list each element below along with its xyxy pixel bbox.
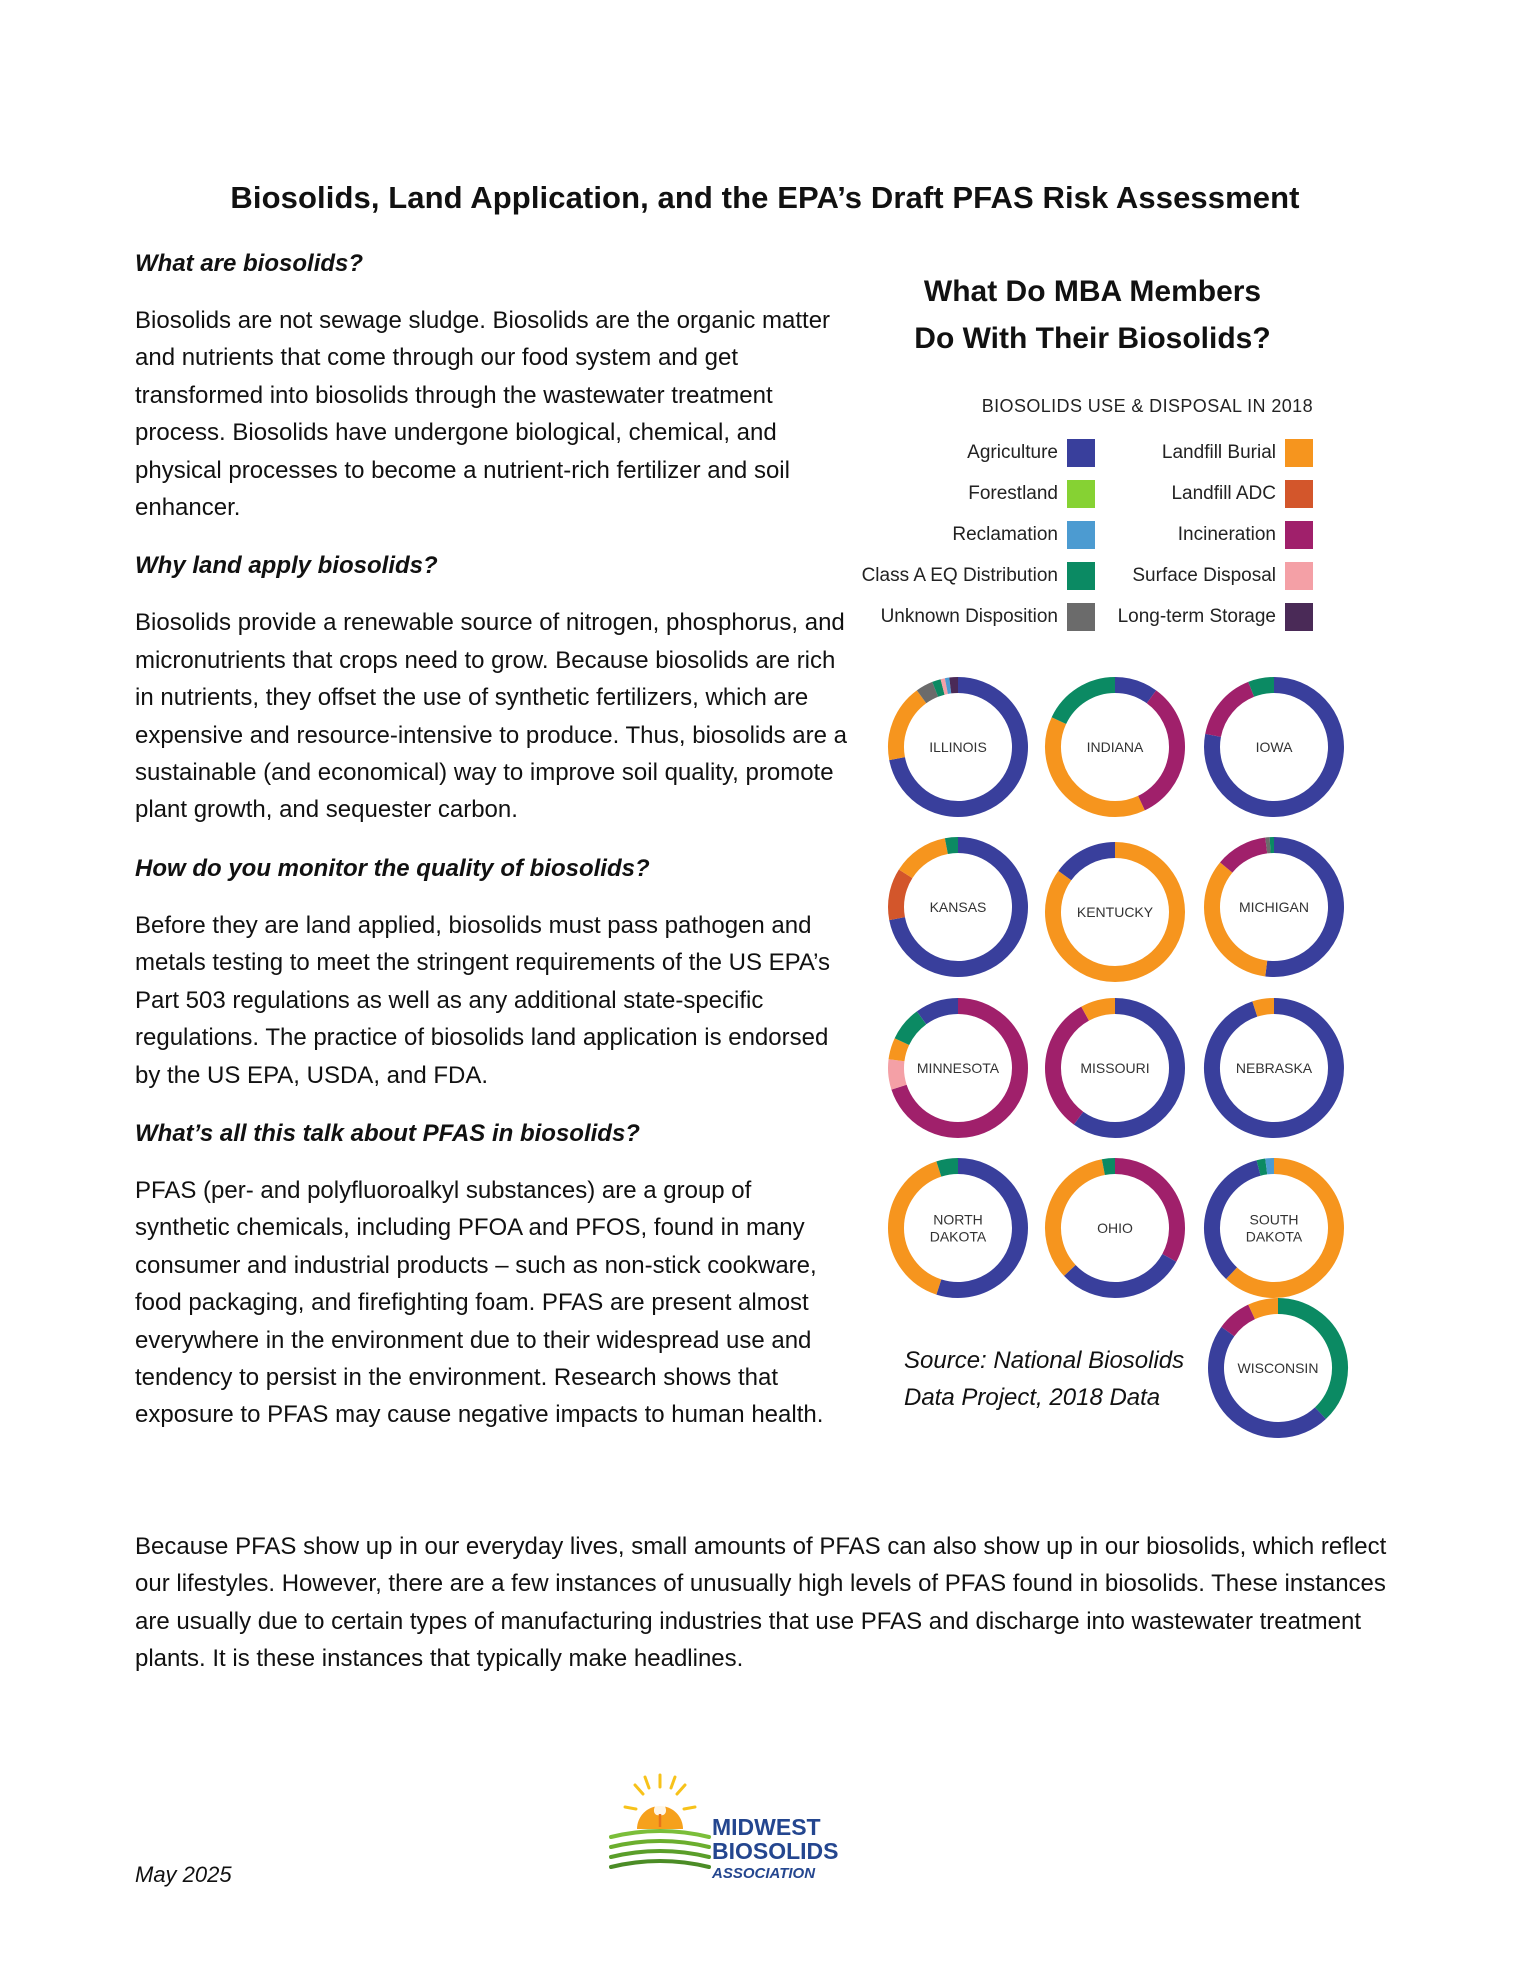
- legend-item: [1063, 473, 1313, 514]
- donut-state-label: SOUTH: [1249, 1211, 1299, 1228]
- donut-state-label: DAKOTA: [1245, 1228, 1303, 1245]
- state-donut: [1216, 1306, 1340, 1430]
- donut-state-label: KENTUCKY: [1076, 904, 1154, 920]
- donut-slice: [899, 1006, 1020, 1130]
- donut-state-label: NEBRASKA: [1235, 1060, 1313, 1076]
- page-title: Biosolids, Land Application, and the EPA’s Draft PFAS Risk Assessment: [230, 180, 1300, 215]
- donut-slice: [1059, 685, 1115, 721]
- donut-state-label: MINNESOTA: [916, 1060, 1000, 1076]
- state-donut: [896, 685, 1020, 809]
- faq-column: [135, 246, 850, 1456]
- legend-label: Reclamation: [952, 523, 1058, 545]
- answer-paragraph: Biosolids provide a renewable source of nitrogen, phosphorus, and micronutrients that crops need to grow. Because biosolids are rich in nutrients, they offset the use of synthetic fertilizers, which are expensive and resource-intensive to produce. Thus, biosolids are a sustainable (and economical) way to improve soil quality, promote plant growth, and sequester carbon.: [135, 609, 847, 824]
- mba-logo: [605, 1767, 845, 1887]
- donut-slice: [1053, 1167, 1103, 1270]
- donut-slice: [935, 687, 942, 689]
- legend-label: Landfill Burial: [1161, 441, 1276, 463]
- chart-title-line: What Do MBA Members: [923, 275, 1262, 308]
- closing-paragraph: Because PFAS show up in our everyday lives, small amounts of PFAS can also show up in our biosolids, which reflect our lifestyles. However, there are a few instances of unusually high levels of PFAS found in biosolids. These instances are usually due to certain types of manufacturing industries that use PFAS and discharge into wastewater treatment plants. It is these instances that typically make headlines.: [135, 1533, 1387, 1673]
- legend-label: Long-term Storage: [1117, 605, 1276, 627]
- legend-left: [845, 432, 1095, 637]
- donut-slice: [1212, 1006, 1336, 1130]
- legend-right: [1063, 432, 1313, 637]
- state-donut: [1053, 850, 1177, 974]
- legend-label: Landfill ADC: [1171, 482, 1276, 504]
- donut-slice: [1213, 689, 1251, 735]
- legend-label: Forestland: [968, 482, 1058, 504]
- legend-item: [1063, 432, 1313, 473]
- legend-item: [845, 473, 1095, 514]
- donut-state-label: MISSOURI: [1080, 1060, 1150, 1076]
- donut-slice: [922, 1006, 958, 1018]
- legend-swatch: [1285, 439, 1313, 467]
- donut-slice: [896, 874, 906, 919]
- donut-slice: [946, 845, 958, 846]
- state-donut: [1212, 1166, 1336, 1290]
- legend-label: Class A EQ Distribution: [861, 564, 1058, 586]
- donut-slice: [1065, 850, 1115, 876]
- state-donut: [896, 1006, 1020, 1130]
- donut-slice: [1278, 1306, 1340, 1413]
- donut-slice: [1232, 1166, 1336, 1290]
- donut-slice: [1255, 1006, 1274, 1009]
- donut-slice: [1079, 1006, 1177, 1130]
- donut-state-label: ILLINOIS: [929, 739, 987, 755]
- donut-slice: [1212, 1168, 1259, 1273]
- legend-swatch: [1285, 480, 1313, 508]
- legend-swatch: [1285, 562, 1313, 590]
- legend-label: Surface Disposal: [1132, 564, 1276, 586]
- legend-item: [845, 432, 1095, 473]
- donut-state-label: IOWA: [1255, 739, 1293, 755]
- donut-slice: [896, 1042, 901, 1061]
- donut-slice: [1053, 850, 1177, 974]
- donut-slice: [1216, 1332, 1320, 1430]
- donut-slice: [897, 845, 1020, 969]
- donut-slice: [1141, 697, 1177, 803]
- logo-line: MIDWEST: [712, 1814, 821, 1840]
- answer-paragraph: Before they are land applied, biosolids must pass pathogen and metals testing to meet the stringent requirements of the US EPA’s Part 503 regulations as well as any additional state-specific regulations. The practice of biosolids land application is endorsed by the US EPA, USDA, and FDA.: [135, 911, 831, 1089]
- legend-label: Incineration: [1177, 523, 1276, 545]
- legend-swatch: [1285, 521, 1313, 549]
- donut-slice: [1228, 1312, 1252, 1332]
- legend-item: [845, 514, 1095, 555]
- question-heading: What are biosolids?: [135, 250, 364, 277]
- chart-title-line: Do With Their Biosolids?: [914, 322, 1271, 355]
- donut-slice: [1212, 685, 1336, 809]
- state-donut: [1212, 685, 1336, 809]
- donut-slice: [1226, 845, 1266, 867]
- donut-slice: [1070, 1258, 1170, 1290]
- donut-slice: [896, 1169, 939, 1287]
- publication-date: May 2025: [135, 1862, 232, 1887]
- legend-item: [845, 555, 1095, 596]
- question-heading: How do you monitor the quality of biosolids?: [135, 854, 650, 882]
- donut-state-label: OHIO: [1097, 1220, 1133, 1236]
- sun-icon: [625, 1775, 695, 1829]
- state-donut: [1212, 1006, 1336, 1130]
- donut-state-label: DAKOTA: [929, 1228, 987, 1245]
- donut-slice: [1212, 867, 1266, 968]
- donut-slice: [1259, 1166, 1267, 1167]
- donut-slice: [902, 1018, 922, 1042]
- legend-label: Unknown Disposition: [880, 605, 1058, 627]
- donut-slice: [943, 686, 947, 687]
- legend-item: [1063, 514, 1313, 555]
- donut-state-label: KANSAS: [929, 899, 987, 915]
- answer-paragraph: Biosolids are not sewage sludge. Biosolids are the organic matter and nutrients that come through our food system and get transformed into biosolids through the wastewater treatment process. Biosolids have undergone biological, chemical, and physical processes to become a nutrient-rich fertilizer and soil enhancer.: [135, 307, 831, 522]
- donut-slice: [1115, 685, 1151, 697]
- donut-slice: [896, 1060, 899, 1087]
- donut-slice: [939, 1166, 1020, 1290]
- donut-slice: [1103, 1166, 1115, 1167]
- state-donut: [896, 845, 1020, 969]
- donut-slice: [1053, 721, 1141, 809]
- donut-slice: [896, 697, 922, 759]
- logo-line: ASSOCIATION: [712, 1865, 816, 1882]
- field-icon: [611, 1831, 709, 1867]
- question-heading: Why land apply biosolids?: [135, 552, 438, 580]
- donut-slice: [897, 685, 1020, 809]
- legend-item: [1063, 596, 1313, 637]
- logo-line: BIOSOLIDS: [712, 1838, 839, 1864]
- donut-slice: [939, 1166, 958, 1169]
- donut-slice: [906, 846, 947, 874]
- legend-label: Agriculture: [967, 441, 1058, 463]
- question-heading: What’s all this talk about PFAS in biosolids?: [135, 1119, 640, 1147]
- legend-title: BIOSOLIDS USE & DISPOSAL IN 2018: [981, 396, 1313, 416]
- donut-state-label: INDIANA: [1086, 739, 1144, 755]
- donut-slice: [1266, 845, 1336, 969]
- donut-slice: [1115, 1166, 1177, 1258]
- state-donut: [1053, 685, 1177, 809]
- donut-state-label: WISCONSIN: [1237, 1360, 1319, 1376]
- state-donut: [1053, 1006, 1177, 1130]
- donut-slice: [1252, 1306, 1278, 1312]
- donut-slice: [946, 685, 950, 686]
- legend-item: [1063, 555, 1313, 596]
- chart-title: [860, 268, 1325, 362]
- donut-slice: [922, 689, 936, 696]
- legend-swatch: [1285, 603, 1313, 631]
- source-note: Source: National Biosolids Data Project, 2018 Data: [904, 1347, 1185, 1411]
- state-donut: [1212, 845, 1336, 969]
- answer-paragraph: PFAS (per- and polyfluoroalkyl substances) are a group of synthetic chemicals, including PFOA and PFOS, found in many consumer and industrial products – such as non-stick cookware, food packaging, and firefighting foam. PFAS are present almost everywhere in the environment due to their widespread use and tendency to persist in the environment. Research shows that exposure to PFAS may cause negative impacts to human health.: [135, 1176, 824, 1429]
- donut-slice: [1251, 685, 1274, 689]
- donut-state-label: NORTH: [933, 1211, 983, 1228]
- state-donut: [896, 1166, 1020, 1290]
- donut-slice: [1085, 1006, 1115, 1014]
- donut-state-label: MICHIGAN: [1239, 899, 1309, 915]
- state-donut: [1053, 1166, 1177, 1290]
- donut-slice: [1053, 1014, 1085, 1118]
- legend-item: [845, 596, 1095, 637]
